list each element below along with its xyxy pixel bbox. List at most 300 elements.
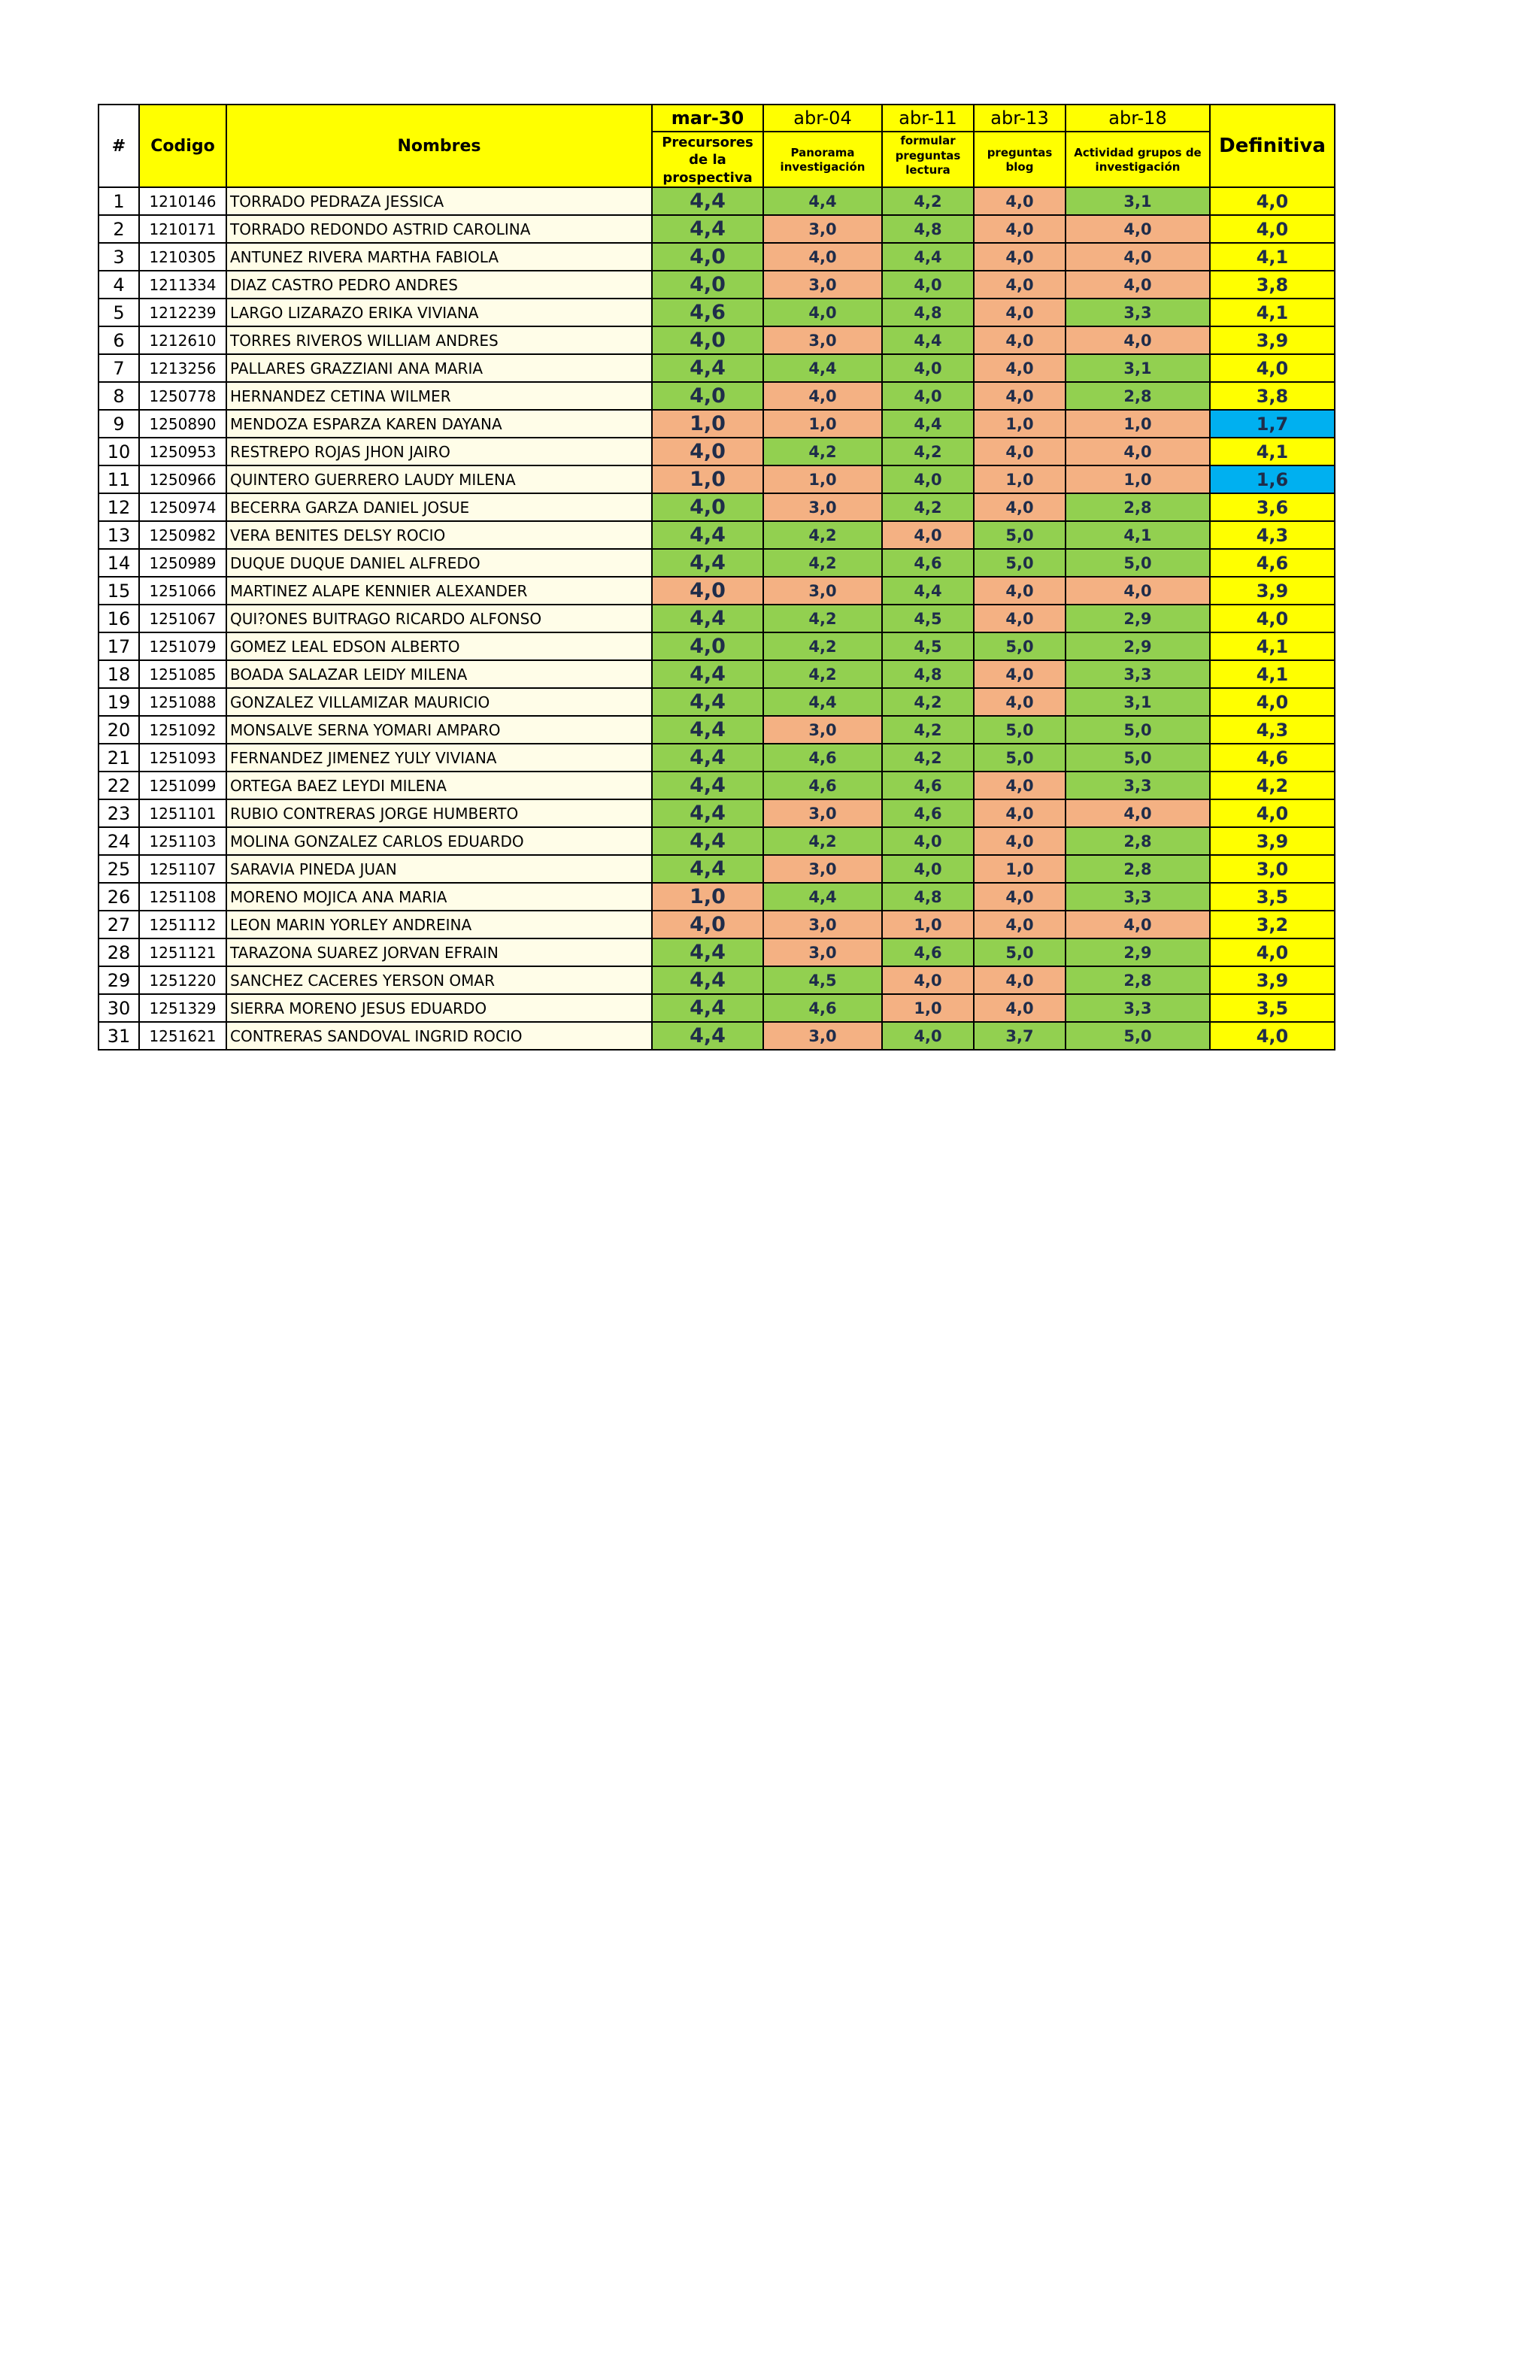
grade-cell: 4,0 — [974, 354, 1066, 382]
grade-cell: 5,0 — [1066, 716, 1210, 744]
table-row — [99, 299, 1335, 326]
grade-cell: 4,0 — [974, 271, 1066, 299]
final-grade: 3,9 — [1210, 577, 1335, 605]
student-code: 1250890 — [139, 410, 226, 438]
grade-cell: 5,0 — [974, 521, 1066, 549]
grade-cell: 4,0 — [974, 660, 1066, 688]
grade-cell: 4,4 — [652, 1022, 763, 1050]
grade-cell: 4,4 — [652, 521, 763, 549]
student-name: TORRES RIVEROS WILLIAM ANDRES — [226, 326, 652, 354]
grade-cell: 2,8 — [1066, 855, 1210, 883]
row-number: 1 — [99, 187, 139, 215]
grade-cell: 1,0 — [882, 994, 974, 1022]
grade-cell: 4,8 — [882, 660, 974, 688]
student-code: 1251101 — [139, 799, 226, 827]
grade-cell: 4,0 — [1066, 326, 1210, 354]
grade-cell: 1,0 — [1066, 410, 1210, 438]
grade-cell: 4,4 — [652, 215, 763, 243]
row-number: 28 — [99, 938, 139, 966]
grade-cell: 4,8 — [882, 883, 974, 911]
student-name: QUINTERO GUERRERO LAUDY MILENA — [226, 465, 652, 493]
grade-cell: 4,0 — [974, 577, 1066, 605]
grade-cell: 4,0 — [763, 243, 882, 271]
grade-cell: 4,0 — [1066, 911, 1210, 938]
grade-cell: 4,0 — [1066, 438, 1210, 465]
grade-cell: 4,5 — [882, 632, 974, 660]
final-grade: 4,0 — [1210, 187, 1335, 215]
student-name: ORTEGA BAEZ LEYDI MILENA — [226, 772, 652, 799]
grade-cell: 4,6 — [763, 744, 882, 772]
grade-cell: 4,0 — [974, 883, 1066, 911]
grade-cell: 4,4 — [652, 744, 763, 772]
table-row — [99, 271, 1335, 299]
grade-cell: 4,0 — [652, 382, 763, 410]
grade-cell: 2,8 — [1066, 966, 1210, 994]
grade-cell: 4,6 — [763, 772, 882, 799]
grade-cell: 3,3 — [1066, 772, 1210, 799]
student-name: TARAZONA SUAREZ JORVAN EFRAIN — [226, 938, 652, 966]
grade-cell: 4,0 — [974, 827, 1066, 855]
final-grade: 4,3 — [1210, 521, 1335, 549]
student-code: 1250982 — [139, 521, 226, 549]
student-code: 1251088 — [139, 688, 226, 716]
grade-cell: 4,0 — [974, 911, 1066, 938]
grade-cell: 4,2 — [763, 660, 882, 688]
grade-cell: 4,8 — [882, 299, 974, 326]
student-code: 1250953 — [139, 438, 226, 465]
grade-cell: 1,0 — [763, 465, 882, 493]
student-code: 1251085 — [139, 660, 226, 688]
grade-cell: 4,0 — [882, 382, 974, 410]
grade-cell: 4,0 — [974, 688, 1066, 716]
grade-cell: 4,0 — [763, 299, 882, 326]
grade-cell: 4,4 — [652, 605, 763, 632]
table-row — [99, 549, 1335, 577]
grade-cell: 4,0 — [974, 994, 1066, 1022]
grade-cell: 3,1 — [1066, 688, 1210, 716]
student-name: PALLARES GRAZZIANI ANA MARIA — [226, 354, 652, 382]
student-code: 1212239 — [139, 299, 226, 326]
student-name: GOMEZ LEAL EDSON ALBERTO — [226, 632, 652, 660]
grade-cell: 4,0 — [882, 966, 974, 994]
table-row — [99, 744, 1335, 772]
table-row — [99, 938, 1335, 966]
row-number: 4 — [99, 271, 139, 299]
row-number: 3 — [99, 243, 139, 271]
final-grade: 4,0 — [1210, 605, 1335, 632]
final-grade: 4,6 — [1210, 744, 1335, 772]
table-row — [99, 632, 1335, 660]
student-code: 1212610 — [139, 326, 226, 354]
grade-cell: 4,0 — [974, 326, 1066, 354]
grade-cell: 2,9 — [1066, 605, 1210, 632]
grade-cell: 4,0 — [974, 243, 1066, 271]
grade-cell: 4,0 — [974, 299, 1066, 326]
grade-cell: 4,0 — [1066, 271, 1210, 299]
table-row — [99, 1022, 1335, 1050]
grade-cell: 4,4 — [763, 187, 882, 215]
grade-cell: 4,4 — [882, 326, 974, 354]
table-row — [99, 438, 1335, 465]
table-row — [99, 605, 1335, 632]
grade-cell: 4,0 — [882, 1022, 974, 1050]
grade-cell: 4,4 — [882, 577, 974, 605]
grade-cell: 4,0 — [974, 493, 1066, 521]
grade-cell: 4,0 — [974, 382, 1066, 410]
grade-cell: 4,0 — [882, 521, 974, 549]
student-name: TORRADO PEDRAZA JESSICA — [226, 187, 652, 215]
student-name: SIERRA MORENO JESUS EDUARDO — [226, 994, 652, 1022]
student-name: GONZALEZ VILLAMIZAR MAURICIO — [226, 688, 652, 716]
grade-cell: 3,0 — [763, 911, 882, 938]
grade-cell: 4,2 — [882, 493, 974, 521]
grade-cell: 4,5 — [882, 605, 974, 632]
student-code: 1250966 — [139, 465, 226, 493]
grade-cell: 1,0 — [652, 410, 763, 438]
student-code: 1251092 — [139, 716, 226, 744]
grade-cell: 5,0 — [1066, 744, 1210, 772]
grade-cell: 4,2 — [882, 688, 974, 716]
student-code: 1210305 — [139, 243, 226, 271]
grade-cell: 5,0 — [974, 549, 1066, 577]
grade-cell: 4,0 — [652, 632, 763, 660]
row-number: 2 — [99, 215, 139, 243]
student-name: DUQUE DUQUE DANIEL ALFREDO — [226, 549, 652, 577]
header-date-mar-30: mar-30 — [652, 105, 763, 132]
student-code: 1251099 — [139, 772, 226, 799]
student-name: BECERRA GARZA DANIEL JOSUE — [226, 493, 652, 521]
grade-cell: 3,3 — [1066, 883, 1210, 911]
header-date-abr-11: abr-11 — [882, 105, 974, 132]
grade-cell: 4,2 — [763, 827, 882, 855]
table-row — [99, 493, 1335, 521]
student-code: 1251093 — [139, 744, 226, 772]
row-number: 30 — [99, 994, 139, 1022]
student-name: SARAVIA PINEDA JUAN — [226, 855, 652, 883]
grade-cell: 1,0 — [974, 410, 1066, 438]
grade-cell: 4,4 — [652, 855, 763, 883]
final-grade: 4,1 — [1210, 299, 1335, 326]
grade-cell: 4,4 — [652, 799, 763, 827]
grade-cell: 4,4 — [882, 410, 974, 438]
row-number: 31 — [99, 1022, 139, 1050]
grade-cell: 4,0 — [652, 326, 763, 354]
grade-cell: 4,0 — [974, 215, 1066, 243]
grade-cell: 3,3 — [1066, 994, 1210, 1022]
student-code: 1251107 — [139, 855, 226, 883]
row-number: 17 — [99, 632, 139, 660]
row-number: 15 — [99, 577, 139, 605]
table-row — [99, 827, 1335, 855]
student-name: MORENO MOJICA ANA MARIA — [226, 883, 652, 911]
grade-cell: 3,1 — [1066, 187, 1210, 215]
grade-cell: 4,4 — [763, 688, 882, 716]
row-number: 29 — [99, 966, 139, 994]
grade-cell: 4,0 — [652, 243, 763, 271]
header-activity-precursores: Precursores de la prospectiva — [652, 132, 763, 187]
grade-cell: 4,4 — [652, 660, 763, 688]
grade-cell: 3,7 — [974, 1022, 1066, 1050]
final-grade: 4,3 — [1210, 716, 1335, 744]
grade-cell: 4,0 — [882, 465, 974, 493]
grade-cell: 4,2 — [763, 438, 882, 465]
grade-cell: 4,4 — [882, 243, 974, 271]
row-number: 11 — [99, 465, 139, 493]
final-grade: 4,0 — [1210, 688, 1335, 716]
header-row-number: # — [99, 105, 139, 187]
grade-cell: 4,2 — [763, 605, 882, 632]
header-activity-grupos: Actividad grupos de investigación — [1066, 132, 1210, 187]
row-number: 9 — [99, 410, 139, 438]
final-grade: 3,9 — [1210, 326, 1335, 354]
grade-cell: 4,0 — [882, 827, 974, 855]
grade-cell: 4,6 — [763, 994, 882, 1022]
student-name: ANTUNEZ RIVERA MARTHA FABIOLA — [226, 243, 652, 271]
final-grade: 1,6 — [1210, 465, 1335, 493]
grade-cell: 4,0 — [652, 493, 763, 521]
grade-cell: 3,0 — [763, 493, 882, 521]
student-code: 1251066 — [139, 577, 226, 605]
final-grade: 4,0 — [1210, 1022, 1335, 1050]
row-number: 12 — [99, 493, 139, 521]
student-code: 1251108 — [139, 883, 226, 911]
row-number: 24 — [99, 827, 139, 855]
table-row — [99, 215, 1335, 243]
grade-cell: 5,0 — [1066, 549, 1210, 577]
student-name: BOADA SALAZAR LEIDY MILENA — [226, 660, 652, 688]
grade-cell: 4,0 — [974, 966, 1066, 994]
row-number: 22 — [99, 772, 139, 799]
grade-cell: 4,4 — [763, 883, 882, 911]
final-grade: 4,6 — [1210, 549, 1335, 577]
grade-cell: 4,0 — [882, 354, 974, 382]
table-row — [99, 465, 1335, 493]
table-row — [99, 243, 1335, 271]
final-grade: 4,0 — [1210, 354, 1335, 382]
student-name: LARGO LIZARAZO ERIKA VIVIANA — [226, 299, 652, 326]
row-number: 8 — [99, 382, 139, 410]
grade-cell: 4,4 — [652, 772, 763, 799]
table-row — [99, 577, 1335, 605]
row-number: 26 — [99, 883, 139, 911]
grade-cell: 4,0 — [1066, 215, 1210, 243]
table-row — [99, 772, 1335, 799]
table-row — [99, 382, 1335, 410]
final-grade: 3,6 — [1210, 493, 1335, 521]
student-name: MARTINEZ ALAPE KENNIER ALEXANDER — [226, 577, 652, 605]
grade-cell: 4,0 — [652, 438, 763, 465]
student-name: LEON MARIN YORLEY ANDREINA — [226, 911, 652, 938]
grade-cell: 4,4 — [652, 966, 763, 994]
student-code: 1210171 — [139, 215, 226, 243]
final-grade: 3,5 — [1210, 994, 1335, 1022]
grade-cell: 1,0 — [974, 465, 1066, 493]
final-grade: 3,0 — [1210, 855, 1335, 883]
row-number: 27 — [99, 911, 139, 938]
table-row — [99, 354, 1335, 382]
student-code: 1251103 — [139, 827, 226, 855]
row-number: 14 — [99, 549, 139, 577]
row-number: 10 — [99, 438, 139, 465]
header-activity-formular: formular preguntas lectura — [882, 132, 974, 187]
student-code: 1250974 — [139, 493, 226, 521]
grade-cell: 5,0 — [974, 632, 1066, 660]
table-row — [99, 326, 1335, 354]
header-activity-panorama: Panorama investigación — [763, 132, 882, 187]
grade-cell: 3,0 — [763, 215, 882, 243]
final-grade: 3,9 — [1210, 966, 1335, 994]
grade-cell: 2,8 — [1066, 827, 1210, 855]
student-name: RESTREPO ROJAS JHON JAIRO — [226, 438, 652, 465]
grade-cell: 4,2 — [763, 549, 882, 577]
grades-table — [98, 104, 1335, 1051]
grade-cell: 1,0 — [652, 883, 763, 911]
row-number: 21 — [99, 744, 139, 772]
row-number: 25 — [99, 855, 139, 883]
grade-cell: 4,6 — [882, 938, 974, 966]
student-code: 1211334 — [139, 271, 226, 299]
grade-cell: 5,0 — [974, 744, 1066, 772]
table-row — [99, 187, 1335, 215]
grade-cell: 1,0 — [763, 410, 882, 438]
grade-cell: 4,0 — [882, 271, 974, 299]
student-code: 1251067 — [139, 605, 226, 632]
student-name: CONTRERAS SANDOVAL INGRID ROCIO — [226, 1022, 652, 1050]
grade-cell: 4,6 — [652, 299, 763, 326]
grade-cell: 3,0 — [763, 855, 882, 883]
grade-cell: 4,0 — [882, 855, 974, 883]
grade-cell: 4,0 — [652, 271, 763, 299]
final-grade: 1,7 — [1210, 410, 1335, 438]
grade-cell: 3,0 — [763, 271, 882, 299]
grade-cell: 4,2 — [882, 716, 974, 744]
grade-cell: 4,4 — [652, 354, 763, 382]
table-row — [99, 994, 1335, 1022]
grade-cell: 3,0 — [763, 326, 882, 354]
grade-cell: 4,6 — [882, 772, 974, 799]
grade-cell: 1,0 — [1066, 465, 1210, 493]
row-number: 16 — [99, 605, 139, 632]
student-name: HERNANDEZ CETINA WILMER — [226, 382, 652, 410]
grade-cell: 3,0 — [763, 577, 882, 605]
grade-cell: 4,5 — [763, 966, 882, 994]
grade-cell: 4,4 — [652, 688, 763, 716]
row-number: 18 — [99, 660, 139, 688]
header-codigo: Codigo — [139, 105, 226, 187]
table-row — [99, 911, 1335, 938]
grade-cell: 2,8 — [1066, 493, 1210, 521]
grade-cell: 4,2 — [763, 521, 882, 549]
student-name: MOLINA GONZALEZ CARLOS EDUARDO — [226, 827, 652, 855]
grade-cell: 4,2 — [763, 632, 882, 660]
grade-cell: 4,1 — [1066, 521, 1210, 549]
final-grade: 4,1 — [1210, 438, 1335, 465]
grades-table-body — [99, 187, 1335, 1050]
grade-cell: 4,4 — [652, 827, 763, 855]
student-code: 1251079 — [139, 632, 226, 660]
grade-cell: 5,0 — [1066, 1022, 1210, 1050]
final-grade: 3,8 — [1210, 271, 1335, 299]
student-name: MENDOZA ESPARZA KAREN DAYANA — [226, 410, 652, 438]
student-code: 1251112 — [139, 911, 226, 938]
grade-cell: 4,4 — [652, 938, 763, 966]
grade-cell: 3,3 — [1066, 660, 1210, 688]
grade-cell: 1,0 — [974, 855, 1066, 883]
grade-cell: 2,9 — [1066, 938, 1210, 966]
table-row — [99, 688, 1335, 716]
student-code: 1251329 — [139, 994, 226, 1022]
grade-cell: 4,6 — [882, 799, 974, 827]
final-grade: 4,2 — [1210, 772, 1335, 799]
row-number: 23 — [99, 799, 139, 827]
student-name: QUI?ONES BUITRAGO RICARDO ALFONSO — [226, 605, 652, 632]
final-grade: 4,1 — [1210, 243, 1335, 271]
student-name: MONSALVE SERNA YOMARI AMPARO — [226, 716, 652, 744]
final-grade: 4,0 — [1210, 938, 1335, 966]
grade-cell: 5,0 — [974, 716, 1066, 744]
grade-cell: 4,0 — [1066, 799, 1210, 827]
student-name: FERNANDEZ JIMENEZ YULY VIVIANA — [226, 744, 652, 772]
table-row — [99, 660, 1335, 688]
grade-cell: 4,6 — [882, 549, 974, 577]
grade-cell: 3,3 — [1066, 299, 1210, 326]
student-name: VERA BENITES DELSY ROCIO — [226, 521, 652, 549]
grade-cell: 4,8 — [882, 215, 974, 243]
student-name: TORRADO REDONDO ASTRID CAROLINA — [226, 215, 652, 243]
grade-cell: 4,0 — [974, 187, 1066, 215]
header-nombres: Nombres — [226, 105, 652, 187]
grade-cell: 4,2 — [882, 744, 974, 772]
student-code: 1251220 — [139, 966, 226, 994]
grade-cell: 3,0 — [763, 938, 882, 966]
grade-cell: 4,0 — [974, 438, 1066, 465]
student-code: 1251121 — [139, 938, 226, 966]
grade-cell: 2,8 — [1066, 382, 1210, 410]
final-grade: 3,2 — [1210, 911, 1335, 938]
student-code: 1251621 — [139, 1022, 226, 1050]
final-grade: 4,1 — [1210, 632, 1335, 660]
grade-cell: 4,0 — [974, 772, 1066, 799]
table-row — [99, 521, 1335, 549]
grade-cell: 4,4 — [652, 994, 763, 1022]
grade-cell: 4,4 — [652, 716, 763, 744]
grade-cell: 4,4 — [763, 354, 882, 382]
grade-cell: 2,9 — [1066, 632, 1210, 660]
final-grade: 4,0 — [1210, 799, 1335, 827]
final-grade: 4,1 — [1210, 660, 1335, 688]
table-row — [99, 799, 1335, 827]
grade-cell: 4,4 — [652, 187, 763, 215]
row-number: 6 — [99, 326, 139, 354]
student-code: 1250778 — [139, 382, 226, 410]
grade-cell: 1,0 — [652, 465, 763, 493]
student-code: 1213256 — [139, 354, 226, 382]
table-row — [99, 716, 1335, 744]
grade-cell: 4,0 — [652, 911, 763, 938]
grade-cell: 4,0 — [974, 799, 1066, 827]
student-code: 1250989 — [139, 549, 226, 577]
student-name: RUBIO CONTRERAS JORGE HUMBERTO — [226, 799, 652, 827]
student-name: DIAZ CASTRO PEDRO ANDRES — [226, 271, 652, 299]
final-grade: 3,5 — [1210, 883, 1335, 911]
header-date-abr-18: abr-18 — [1066, 105, 1210, 132]
header-date-abr-04: abr-04 — [763, 105, 882, 132]
grade-cell: 4,0 — [974, 605, 1066, 632]
row-number: 20 — [99, 716, 139, 744]
row-number: 13 — [99, 521, 139, 549]
header-activity-blog: preguntas blog — [974, 132, 1066, 187]
grade-cell: 5,0 — [974, 938, 1066, 966]
